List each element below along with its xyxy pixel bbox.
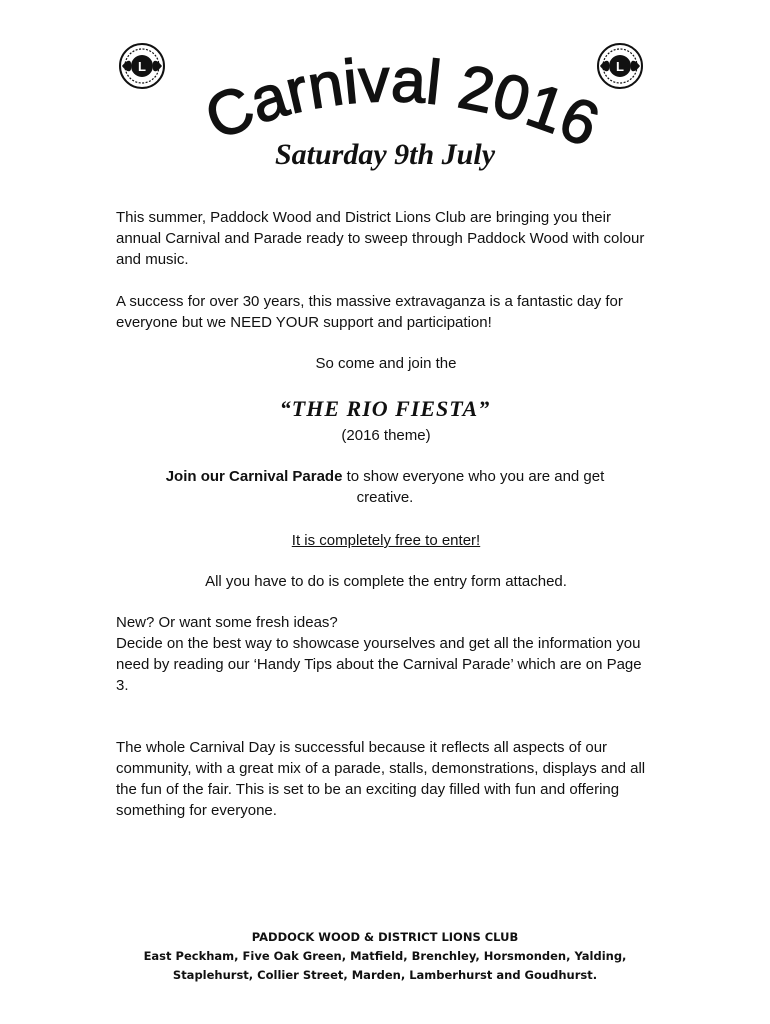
event-date: Saturday 9th July bbox=[274, 138, 496, 171]
areas-line-2: Staplehurst, Collier Street, Marden, Lamberhurst and Goudhurst. bbox=[172, 968, 598, 982]
success-paragraph: A success for over 30 years, this massive extravaganza is a fantastic day for everyone but we NEED YOUR support and participation! bbox=[116, 293, 623, 331]
free-line-text: It is completely free to enter! bbox=[291, 532, 481, 549]
footer bbox=[0, 928, 770, 985]
theme-name: “THE RIO FIESTA” bbox=[279, 396, 491, 421]
entry-line: All you have to do is complete the entry form attached. bbox=[205, 573, 567, 590]
carnival-day-paragraph: The whole Carnival Day is successful because it reflects all aspects of our community, with a great mix of a parade, stalls, demonstrations, displays and all the fun of the fair. This is set to be an exciting day filled with fun and offering something for everyone. bbox=[116, 739, 646, 819]
parade-bold: Join our Carnival Parade bbox=[165, 468, 343, 485]
fresh-question: New? Or want some fresh ideas? bbox=[116, 614, 338, 631]
join-line: So come and join the bbox=[315, 355, 457, 372]
free-line bbox=[116, 530, 656, 551]
fresh-body: Decide on the best way to showcase yourselves and get all the information you need by reading our ‘Handy Tips about the Carnival Parade’ which are on Page 3. bbox=[116, 635, 642, 694]
title-text: Carnival 2016 bbox=[195, 45, 609, 161]
theme-note: (2016 theme) bbox=[341, 427, 431, 444]
intro-paragraph: This summer, Paddock Wood and District Lions Club are bringing you their annual Carnival and Parade ready to sweep through Paddock Wood with colour and music. bbox=[116, 209, 645, 268]
parade-paragraph bbox=[140, 466, 630, 508]
parade-rest: to show everyone who you are and get creative. bbox=[342, 468, 605, 506]
areas-line-1: East Peckham, Five Oak Green, Matfield, Brenchley, Horsmonden, Yalding, bbox=[143, 949, 627, 963]
club-name: PADDOCK WOOD & DISTRICT LIONS CLUB bbox=[251, 930, 519, 944]
svg-text:L: L bbox=[616, 59, 624, 74]
svg-text:L: L bbox=[138, 59, 146, 74]
